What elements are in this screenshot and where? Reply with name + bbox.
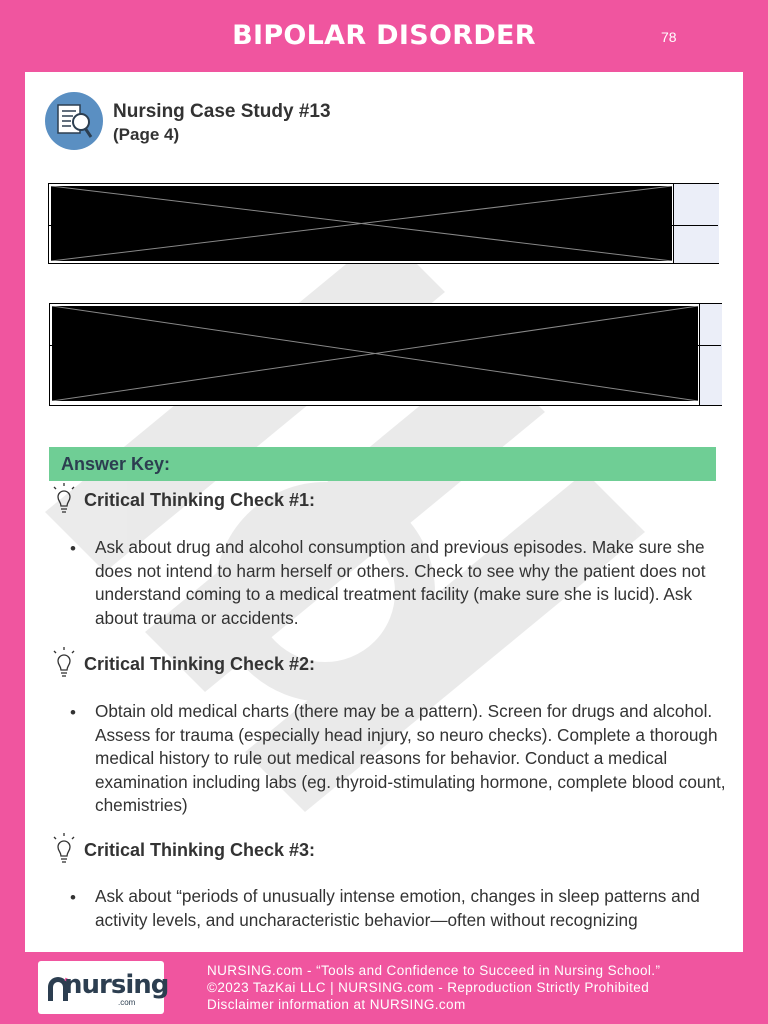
answer-text: Ask about drug and alcohol consumption and previous episodes. Make sure she does not intend to harm herself or others. Check to see why the patient does not understand coming to a medical treatment facility (make sure she is lucid). Ask about trauma or accidents. — [95, 537, 706, 628]
answer-key-banner — [49, 447, 716, 481]
content-page — [25, 72, 743, 952]
redacted-image — [52, 306, 698, 401]
page-header-title: BIPOLAR DISORDER — [232, 20, 536, 51]
answer-key-label: Answer Key: — [61, 454, 171, 474]
case-study-subtitle: (Page 4) — [113, 125, 180, 144]
answer-text: Ask about “periods of unusually intense emotion, changes in sleep patterns and activity levels, and uncharacteristic behavior—often without recognizing — [95, 886, 700, 930]
table-cell — [673, 184, 719, 263]
document-magnifier-icon — [45, 92, 103, 150]
bullet-icon: • — [70, 703, 76, 722]
redacted-table-1 — [48, 183, 719, 264]
critical-thinking-heading: Critical Thinking Check #1: — [84, 490, 316, 510]
footer-disclaimer[interactable]: Disclaimer information at NURSING.com — [207, 997, 466, 1012]
footer-tagline: NURSING.com - “Tools and Confidence to Succeed in Nursing School.” — [207, 963, 661, 978]
bullet-icon: • — [70, 888, 76, 907]
lightbulb-icon — [51, 482, 77, 516]
redacted-table-2 — [49, 303, 722, 406]
lightbulb-icon — [51, 832, 77, 866]
logo-wordmark: nursing — [64, 970, 169, 1000]
logo-suffix: .com — [118, 998, 136, 1007]
critical-thinking-heading: Critical Thinking Check #3: — [84, 840, 316, 860]
footer-copyright: ©2023 TazKai LLC | NURSING.com - Reproduction Strictly Prohibited — [207, 980, 650, 995]
nursing-logo[interactable] — [38, 961, 169, 1014]
answer-text: Obtain old medical charts (there may be a pattern). Screen for drugs and alcohol. Assess for trauma (especially head injury, so neuro checks). Complete a thorough medical history to rule out medical reasons for behavior. Conduct a medical examination including labs (eg. thyroid-stimulating hormone, complete blood count, chemistries) — [95, 701, 726, 815]
redacted-image — [51, 186, 672, 261]
table-cell — [699, 304, 722, 405]
lightbulb-icon — [51, 646, 77, 680]
page-number: 78 — [661, 29, 677, 45]
case-study-title: Nursing Case Study #13 — [113, 101, 331, 122]
critical-thinking-heading: Critical Thinking Check #2: — [84, 654, 316, 674]
bullet-icon: • — [70, 539, 76, 558]
